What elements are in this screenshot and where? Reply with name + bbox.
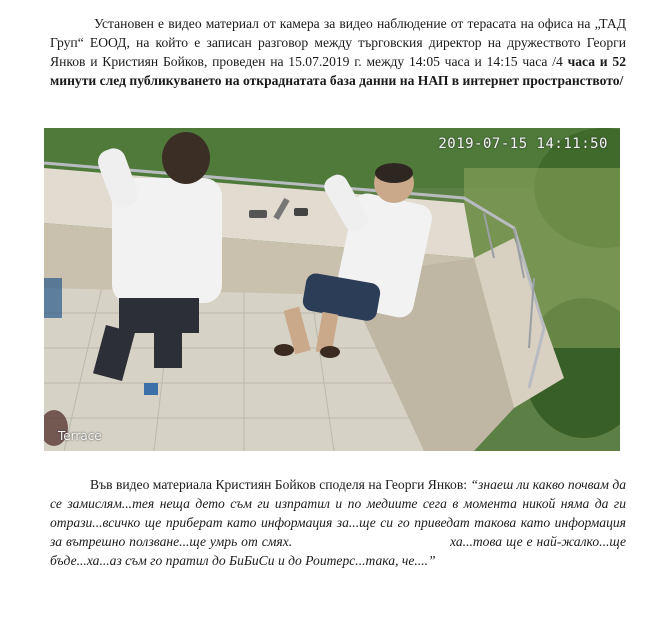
quote-text-2: ха...това ще е най-жалко...ще бъде...ха...аз съм го пратил до БиБиСи и до Роитерс...така, че....” xyxy=(50,534,626,568)
intro-text: Установен е видео материал от камера за видео наблюдение от терасата на офиса на „ТАД Груп“ ЕООД, на който е записан разговор между търговския директор на дружеството Георги Янков и Кристиян Бойков, проведен на 15.07.2019 г. между 14:05 часа и 14:15 часа /4 xyxy=(50,16,626,69)
intro-paragraph xyxy=(50,14,626,90)
camera-timestamp: 2019-07-15 14:11:50 xyxy=(438,136,608,152)
quote-paragraph xyxy=(50,475,626,570)
quote-text-1: “знаеш ли какво почвам да се замислям...тея неща дето съм ги изпратил и по медиите сега в момента никой няма да ги отрази...всичко ще приберат като информация за...ще си го приведат такова като информация за вътрешно ползване...ще умрь от смях. xyxy=(50,477,627,549)
redaction-block xyxy=(296,534,446,546)
camera-label: Terrace xyxy=(58,429,102,443)
intro-bold-text: часа и 52 минути след публикуването на откраднатата база данни на НАП в интернет пространството/ xyxy=(50,54,627,88)
surveillance-photo xyxy=(44,128,620,451)
terrace-scene xyxy=(44,128,620,451)
quote-lead: Във видео материала Кристиян Бойков споделя на Георги Янков: xyxy=(90,477,468,492)
